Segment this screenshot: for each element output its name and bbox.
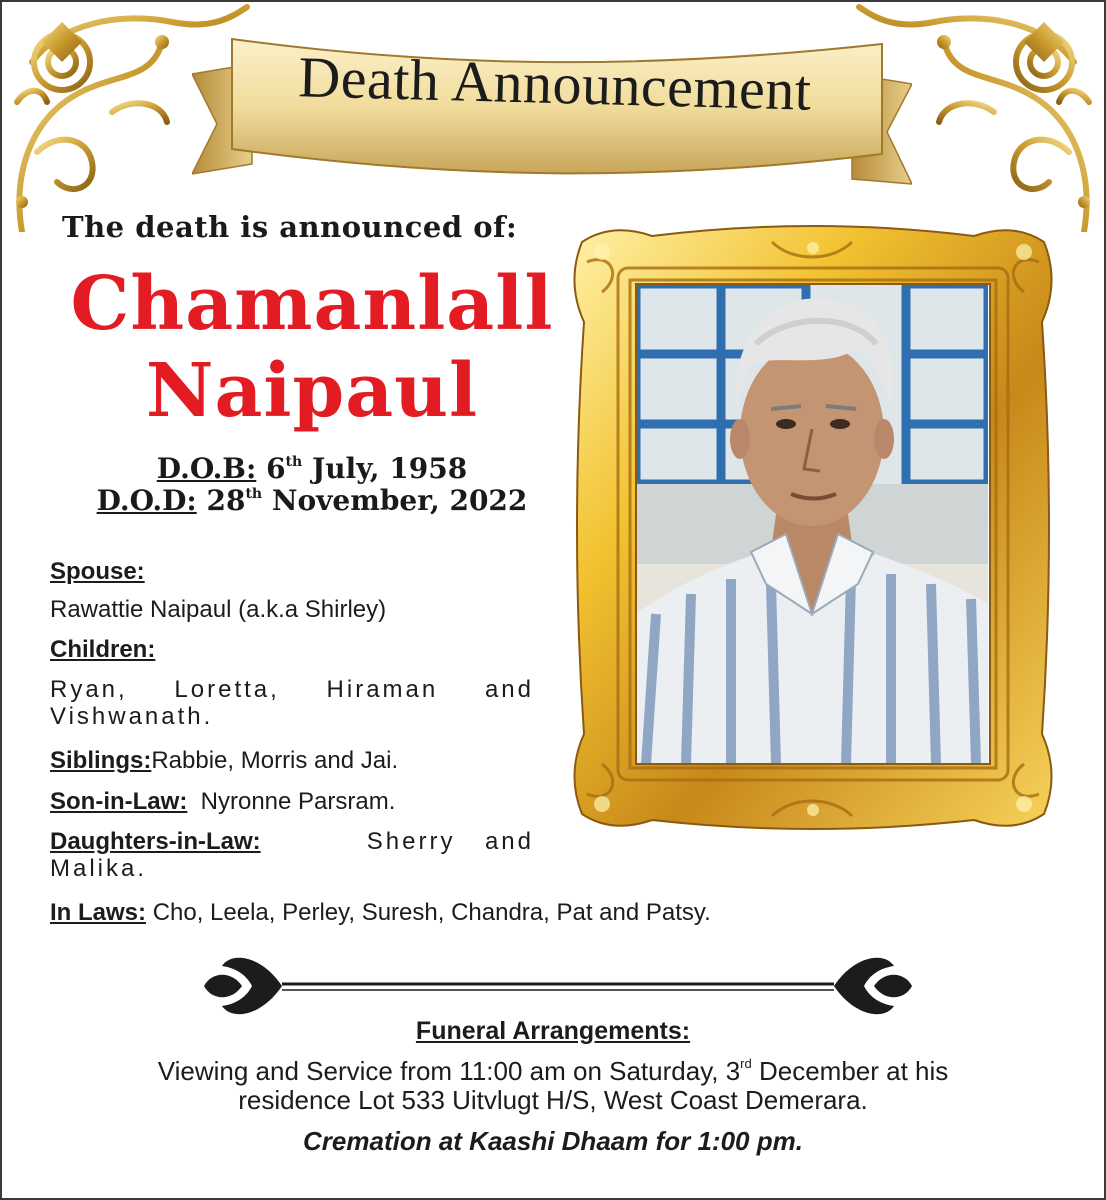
dod-rest: November, 2022 <box>271 484 528 517</box>
funeral-line1-sup: rd <box>740 1056 752 1071</box>
deceased-last-name: Naipaul <box>145 348 479 434</box>
flourish-divider-icon <box>202 946 914 1022</box>
dob-label: D.O.B: <box>156 452 257 485</box>
banner-title: Death Announcement <box>297 44 813 123</box>
funeral-line1-a: Viewing and Service from 11:00 am on Saturday, 3 <box>157 1056 741 1086</box>
in-laws-line <box>50 899 850 926</box>
daughters-in-law-line <box>50 828 534 882</box>
date-of-death <box>62 484 562 517</box>
funeral-details <box>62 1057 1044 1115</box>
siblings-value: Rabbie, Morris and Jai. <box>151 747 399 774</box>
spouse-value: Rawattie Naipaul (a.k.a Shirley) <box>50 596 387 623</box>
children-label: Children: <box>50 636 156 663</box>
dob-day: 6 <box>266 452 286 485</box>
son-in-law-line <box>50 788 534 815</box>
in-laws-label: In Laws: <box>50 899 147 926</box>
cremation-text: Cremation at Kaashi Dhaam for 1:00 pm. <box>303 1126 803 1156</box>
dod-suffix: th <box>245 486 263 502</box>
dob-rest: July, 1958 <box>311 452 468 485</box>
gold-frame-icon <box>572 222 1054 834</box>
children-value: Ryan, Loretta, Hiraman and Vishwanath. <box>50 676 534 731</box>
deceased-first-name: Chamanlall <box>70 261 554 347</box>
funeral-heading: Funeral Arrangements: <box>415 1017 691 1045</box>
siblings-label: Siblings: <box>50 747 152 774</box>
date-of-birth <box>62 452 562 485</box>
son-in-law-label: Son-in-Law: <box>50 788 188 815</box>
siblings-line <box>50 747 534 774</box>
dod-label: D.O.D: <box>96 484 197 517</box>
in-laws-value: Cho, Leela, Perley, Suresh, Chandra, Pat and Patsy. <box>152 899 711 926</box>
dod-day: 28 <box>206 484 246 517</box>
son-in-law-value: Nyronne Parsram. <box>200 788 396 815</box>
intro-text: The death is announced of: <box>62 210 518 244</box>
funeral-line1-b: December at his <box>751 1056 949 1086</box>
spouse-heading <box>50 558 534 585</box>
dob-suffix: th <box>285 454 303 470</box>
daughters-in-law-value: Sherry and Malika. <box>50 828 534 883</box>
funeral-line2: residence Lot 533 Uitvlugt H/S, West Coast Demerara. <box>238 1085 868 1116</box>
spouse-label: Spouse: <box>50 558 145 585</box>
daughters-in-law-label: Daughters-in-Law: <box>50 828 261 855</box>
children-heading <box>50 636 534 663</box>
